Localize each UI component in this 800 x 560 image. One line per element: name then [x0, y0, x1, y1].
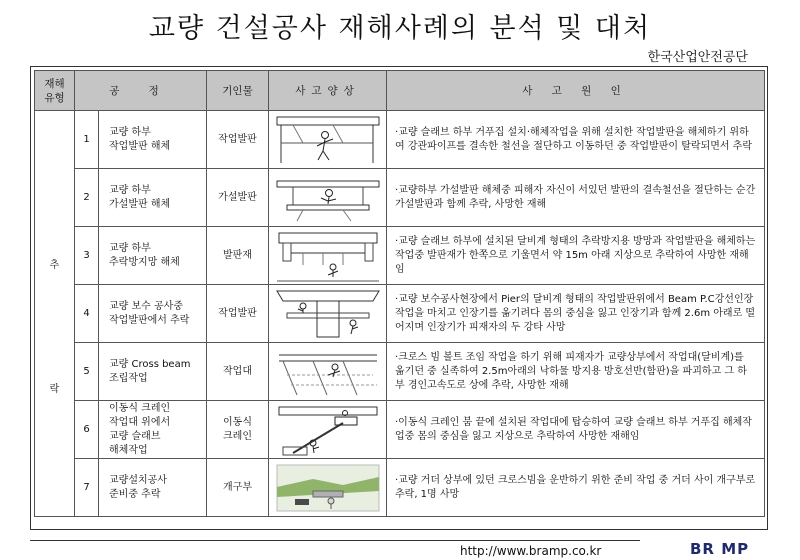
row-process: 교량 Cross beam 조립작업 [99, 343, 207, 401]
header-type: 재해 유형 [35, 71, 75, 111]
table-row [35, 169, 765, 227]
illustration-mobile-crane [269, 401, 387, 459]
header-situation: 사고양상 [269, 71, 387, 111]
row-factor: 작업대 [207, 343, 269, 401]
type-label-1: 추 [49, 260, 60, 271]
row-number: 7 [75, 459, 99, 517]
row-cause: ·교량하부 가설발판 해체중 피해자 자신이 서있던 발판의 결속철선을 절단하는 순간 가설발판과 함께 추락, 사망한 재해 [387, 169, 765, 227]
table-row [35, 285, 765, 343]
type-label-2: 락 [49, 384, 60, 395]
illustration-scaffold-dismantle [269, 169, 387, 227]
row-cause: ·교량 슬래브 하부에 설치된 달비계 형태의 추락방지용 방망과 작업발판을 해체하는 작업중 발판재가 한쪽으로 기울면서 약 15m 아래 지상으로 추락하여 사망한 재해임 [387, 227, 765, 285]
table-row [35, 227, 765, 285]
row-number: 3 [75, 227, 99, 285]
row-number: 2 [75, 169, 99, 227]
row-factor: 개구부 [207, 459, 269, 517]
table-row [35, 111, 765, 169]
row-cause: ·교량 슬래브 하부 거푸집 설치·해체작업을 위해 설치한 작업발판을 해체하기 위하여 강관파이프를 결속한 철선을 절단하고 이동하던 중 작업발판이 탈락되면서 추락 [387, 111, 765, 169]
table-row [35, 343, 765, 401]
illustration-repair-platform [269, 285, 387, 343]
row-process: 교량 하부 작업발판 해체 [99, 111, 207, 169]
row-factor: 작업발판 [207, 285, 269, 343]
row-cause: ·크로스 빔 볼트 조임 작업을 하기 위해 피재자가 교량상부에서 작업대(달비계)를 옮기던 중 실족하여 2.5m아래의 낙하물 방지용 방호선반(함판)을 파괴하고 그 하부 경인고속도로 상에 추락, 사망한 재해 [387, 343, 765, 401]
row-number: 6 [75, 401, 99, 459]
row-cause: ·교량 보수공사현장에서 Pier의 달비계 형태의 작업발판위에서 Beam P.C강선인장작업을 마치고 인장기를 옮기려다 몸의 중심을 잃고 인장기과 함께 2.6m 아래로 떨어지며 인장기가 피재자의 두 강타 사망 [387, 285, 765, 343]
row-process: 교량설치공사 준비중 추락 [99, 459, 207, 517]
row-factor: 이동식 크레인 [207, 401, 269, 459]
accident-table [34, 70, 765, 517]
header-cause-factor: 기인물 [207, 71, 269, 111]
row-number: 5 [75, 343, 99, 401]
page-title: 교량 건설공사 재해사례의 분석 및 대처 [148, 13, 652, 44]
illustration-worker-under-bridge [269, 111, 387, 169]
row-factor: 발판재 [207, 227, 269, 285]
row-process: 교량 하부 추락방지망 해체 [99, 227, 207, 285]
illustration-cross-beam [269, 343, 387, 401]
bramp-logo: BR MP [690, 540, 750, 558]
footer-url[interactable]: http://www.bramp.co.kr [460, 544, 602, 558]
organization-name: 한국산업안전공단 [647, 50, 748, 65]
row-factor: 작업발판 [207, 111, 269, 169]
illustration-opening-fall [269, 459, 387, 517]
row-process: 교량 보수 공사중 작업발판에서 추락 [99, 285, 207, 343]
row-number: 1 [75, 111, 99, 169]
row-process: 교량 하부 가설발판 해체 [99, 169, 207, 227]
header-process: 공 정 [75, 71, 207, 111]
illustration-safety-net [269, 227, 387, 285]
footer-divider [30, 540, 640, 541]
footer [30, 540, 768, 560]
header-cause: 사 고 원 인 [387, 71, 765, 111]
row-cause: ·이동식 크레인 붐 끝에 설치된 작업대에 탑승하여 교량 슬래브 하부 거푸집 해체작업중 몸의 중심을 잃고 지상으로 추락하여 사망한 재해임 [387, 401, 765, 459]
row-process: 이동식 크레인 작업대 위에서 교량 슬래브 해체작업 [99, 401, 207, 459]
table-row [35, 401, 765, 459]
table-header-row [35, 71, 765, 111]
accident-type-cell [35, 111, 75, 517]
row-factor: 가설발판 [207, 169, 269, 227]
row-cause: ·교량 거더 상부에 있던 크로스빔을 운반하기 위한 준비 작업 중 거더 사이 개구부로 추락, 1명 사망 [387, 459, 765, 517]
row-number: 4 [75, 285, 99, 343]
table-row [35, 459, 765, 517]
